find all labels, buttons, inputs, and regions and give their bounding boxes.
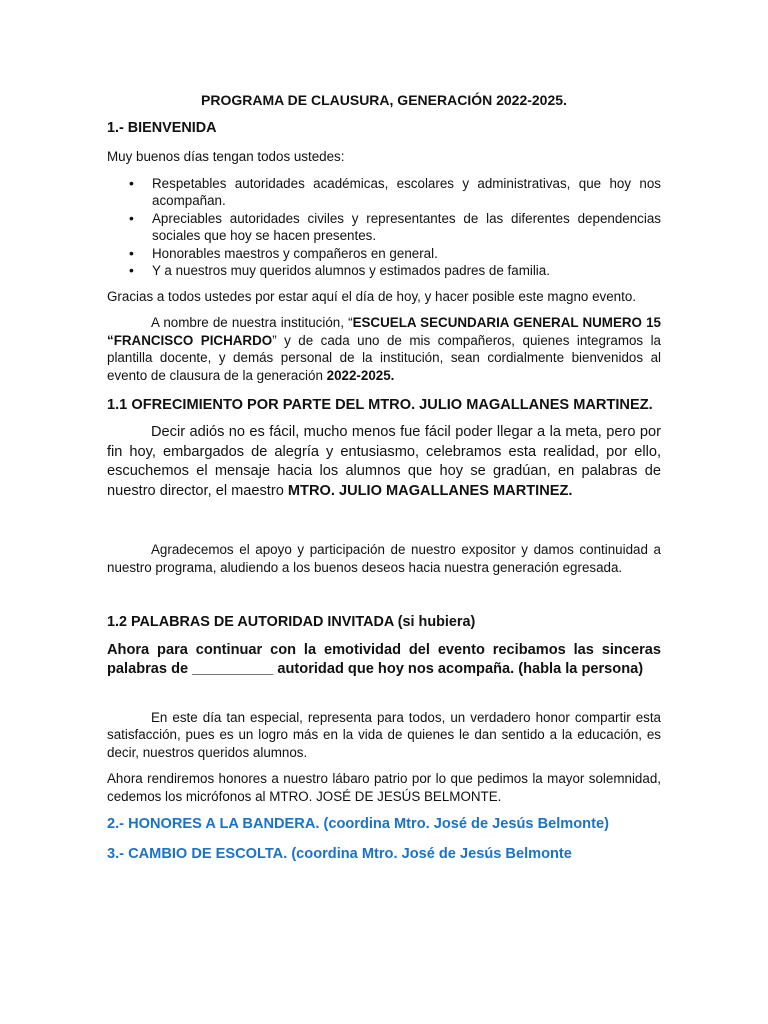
- bullet-icon: •: [129, 262, 134, 278]
- bullet-icon: •: [129, 209, 134, 226]
- section-1-2-heading: 1.2 PALABRAS DE AUTORIDAD INVITADA (si hubiera): [107, 614, 476, 630]
- welcome-list: [107, 175, 661, 280]
- list-item-text: Respetables autoridades académicas, escolares y administrativas, que hoy nos acompañan.: [152, 175, 661, 208]
- welcome-prefix: A nombre de nuestra institución, “: [151, 315, 353, 330]
- farewell-paragraph: [107, 423, 661, 501]
- thanks-text: Gracias a todos ustedes por estar aquí el día de hoy, y hacer posible este magno evento.: [107, 288, 637, 304]
- flag-paragraph: Ahora rendiremos honores a nuestro lábaro patrio por lo que pedimos la mayor solemnidad, cedemos los micrófonos al MTRO. JOSÉ DE JESÚS BELMONTE.: [107, 771, 661, 804]
- honor-paragraph: En este día tan especial, representa para todos, un verdadero honor compartir esta satisfacción, pues es un logro más en la vida de quienes le dan sentido a la educación, es decir, nuestros queridos alumnos.: [107, 709, 661, 760]
- section-3-heading: 3.- CAMBIO DE ESCOLTA. (coordina Mtro. José de Jesús Belmonte: [107, 845, 572, 862]
- welcome-middle: ” y de cada uno de mis compañeros, quienes integramos la plantilla docente, y demás personal de la institución, sean cordialmente bienvenidos al evento de clausura de la generación: [107, 332, 662, 383]
- list-item: [107, 210, 661, 245]
- welcome-paragraph: [107, 314, 661, 384]
- director-name: MTRO. JULIO MAGALLANES MARTINEZ.: [287, 482, 573, 499]
- guest-intro-text: Ahora para continuar con la emotividad del evento recibamos las sinceras palabras de __________ autoridad que hoy nos acompaña. (habla la persona): [107, 641, 661, 677]
- section-1-heading: 1.- BIENVENIDA: [107, 119, 217, 136]
- greeting-text: Muy buenos días tengan todos ustedes:: [107, 149, 345, 164]
- list-item: [107, 245, 661, 263]
- list-item: [107, 175, 661, 210]
- section-2-heading: 2.- HONORES A LA BANDERA. (coordina Mtro. José de Jesús Belmonte): [107, 816, 609, 832]
- list-item: [107, 262, 661, 280]
- bullet-icon: •: [129, 244, 134, 261]
- farewell-text: Decir adiós no es fácil, mucho menos fue fácil poder llegar a la meta, pero por fin hoy, embargados de alegría y entusiasmo, celebramos esta realidad, por ello, escuchemos el mensaje hacia los alumnos que hoy se gradúan, en palabras de nuestro director, el maestro: [107, 424, 661, 499]
- list-item-text: Apreciables autoridades civiles y representantes de las diferentes dependencias sociales que hoy se hacen presentes.: [152, 210, 661, 243]
- speaker-thanks-text: Agradecemos el apoyo y participación de nuestro expositor y damos continuidad a nuestro programa, aludiendo a los buenos deseos hacia nuestra generación egresada.: [107, 542, 661, 575]
- generation-label: 2022-2025.: [326, 367, 395, 383]
- bullet-icon: •: [129, 174, 134, 191]
- section-1-1-heading: 1.1 OFRECIMIENTO POR PARTE DEL MTRO. JULIO MAGALLANES MARTINEZ.: [107, 397, 653, 413]
- list-item-text: Y a nuestros muy queridos alumnos y estimados padres de familia.: [152, 263, 550, 278]
- list-item-text: Honorables maestros y compañeros en general.: [152, 245, 438, 261]
- document-title: PROGRAMA DE CLAUSURA, GENERACIÓN 2022-2025.: [201, 92, 567, 108]
- school-name: ESCUELA SECUNDARIA GENERAL NUMERO 15 “FRANCISCO PICHARDO: [107, 315, 662, 348]
